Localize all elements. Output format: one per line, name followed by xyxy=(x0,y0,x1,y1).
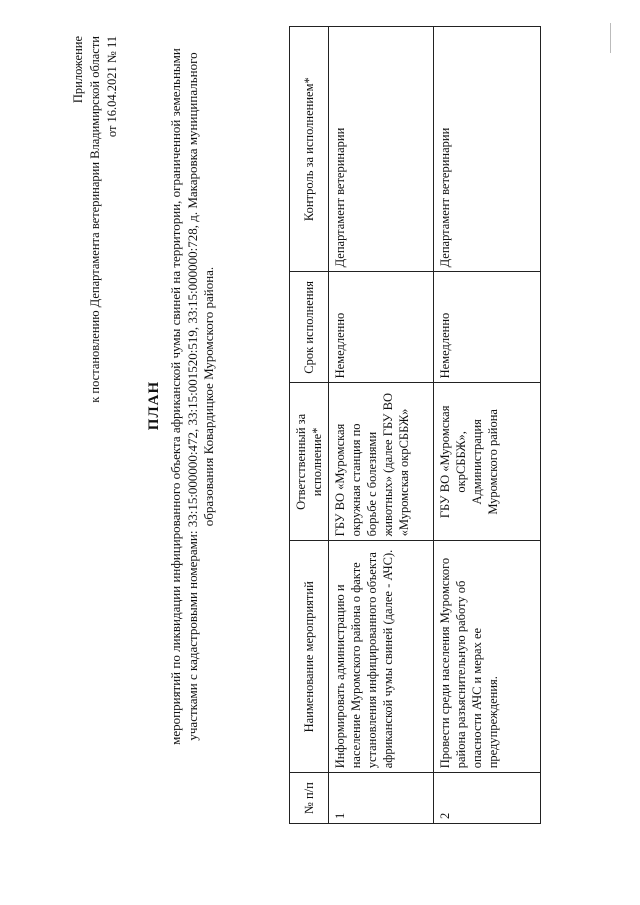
row-term: Немедленно xyxy=(329,272,434,383)
row-control: Департамент ветеринарии xyxy=(329,27,434,272)
row-number: 2 xyxy=(434,773,541,824)
header-number: № п/п xyxy=(290,773,329,824)
appendix-resolution: к постановлению Департамента ветеринарии Владимирской области xyxy=(88,36,102,403)
table-row xyxy=(434,27,541,824)
row-responsible: ГБУ ВО «Муромская окружная станция по борьбе с болезнями животных» (далее ГБУ ВО «Муромская окрСББЖ» xyxy=(329,383,434,541)
table-row xyxy=(329,27,434,824)
header-responsible: Ответственный за исполнение* xyxy=(290,383,329,541)
row-control: Департамент ветеринарии xyxy=(434,27,541,272)
header-control: Контроль за исполнением* xyxy=(290,27,329,272)
header-activity: Наименование мероприятий xyxy=(290,541,329,773)
appendix-label: Приложение xyxy=(71,36,85,104)
row-number: 1 xyxy=(329,773,434,824)
plan-title: ПЛАН xyxy=(146,380,162,431)
row-term: Немедленно xyxy=(434,272,541,383)
scan-mark xyxy=(610,23,611,53)
row-activity: Информировать администрацию и население Муромского района о факте установления инфицированного объекта африканской чумы свиней (далее - АЧС). xyxy=(329,541,434,773)
plan-table xyxy=(289,26,541,824)
row-activity: Провести среди населения Муромского района разъяснительную работу об опасности АЧС и мерах ее предупреждения. xyxy=(434,541,541,773)
appendix-block xyxy=(70,36,121,775)
appendix-date-number: от 16.04.2021 № 11 xyxy=(105,36,119,138)
table-header-row xyxy=(290,27,329,824)
header-term: Срок исполнения xyxy=(290,272,329,383)
row-responsible: ГБУ ВО «Муромская окрСББЖ», Администрация Муромского района xyxy=(434,383,541,541)
plan-subtitle: мероприятий по ликвидации инфицированного объекта африканской чумы свиней на территории, ограниченной земельными участками с кадастровыми номерами: 33:15:000000:472, 33:15:001520:519, 33:15:000000:728, д. Макаровка муниципального образования Ковардицкое Муромского района. xyxy=(168,48,216,745)
